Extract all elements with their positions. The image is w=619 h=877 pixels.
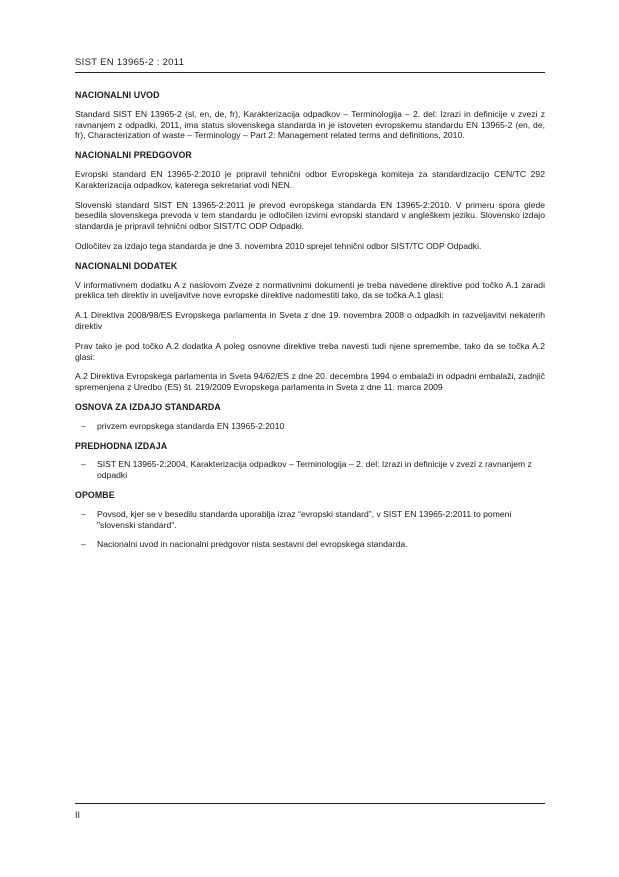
page-content <box>75 90 545 559</box>
footer-rule <box>75 803 545 804</box>
section-title: NACIONALNI UVOD <box>75 90 160 100</box>
list-item <box>75 459 545 481</box>
section-title: OPOMBE <box>75 489 115 500</box>
list-item <box>75 509 545 531</box>
list-item <box>75 421 545 432</box>
section-nacionalni-dodatek <box>75 261 545 393</box>
dash-bullet: – <box>81 420 86 431</box>
paragraph: A.1 Direktiva 2008/98/ES Evropskega parlamenta in Sveta z dne 19. novembra 2008 o odpadkih in razveljavitvi nekaterih direktiv <box>75 310 545 331</box>
paragraph: Prav tako je pod točko A.2 dodatka A poleg osnovne direktive treba navesti tudi njene spremembe, tako da se točka A.2 glasi: <box>75 340 545 362</box>
section-nacionalni-uvod <box>75 90 545 141</box>
list-item-text: Nacionalni uvod in nacionalni predgovor nista sestavni del evropskega standarda. <box>97 539 408 550</box>
dash-bullet: – <box>81 508 86 519</box>
dash-bullet: – <box>81 459 86 470</box>
header-rule <box>75 72 545 73</box>
section-title: OSNOVA ZA IZDAJO STANDARDA <box>75 401 221 412</box>
section-title: PREDHODNA IZDAJA <box>75 440 168 451</box>
paragraph: Slovenski standard SIST EN 13965-2:2011 je prevod evropskega standarda EN 13965-2:2010. V primeru spora glede besedila slovenskega prevoda v tem standardu je odločilen izvirni evropski standard v angleškem jeziku. Slovensko izdajo standarda je pripravil tehnični odbor SIST/TC ODP Odpadki. <box>75 199 545 232</box>
paragraph: A.2 Direktiva Evropskega parlamenta in Sveta 94/62/ES z dne 20. decembra 1994 o embalaži in odpadni embalaži, zadnjič spremenjena z Uredbo (ES) št. 219/2009 Evropskega parlamenta in Sveta z dne 11. marca 2009 <box>75 371 545 393</box>
section-opombe <box>75 490 545 550</box>
page-number: II <box>75 810 81 820</box>
list-item-text: privzem evropskega standarda EN 13965-2:2010 <box>97 420 285 431</box>
section-predhodna-izdaja <box>75 441 545 481</box>
document-id-header: SIST EN 13965-2 : 2011 <box>75 57 185 68</box>
dash-bullet: – <box>81 539 86 550</box>
paragraph: Evropski standard EN 13965-2:2010 je pripravil tehnični odbor Evropskega komiteja za standardizacijo CEN/TC 292 Karakterizacija odpadkov, katerega sekretariat vodi NEN. <box>75 168 545 190</box>
list-item <box>75 539 545 550</box>
list-item-text: SIST EN 13965-2:2004, Karakterizacija odpadkov – Terminologija – 2. del: Izrazi in definicije v zvezi z ravnanjem z odpadki <box>97 459 532 481</box>
paragraph: Odločitev za izdajo tega standarda je dne 3. novembra 2010 sprejel tehnični odbor SIST/TC ODP Odpadki. <box>75 240 482 251</box>
paragraph: V informativnem dodatku A z naslovom Zveze z normativnimi dokumenti je treba navedene direktive pod točko A.1 zaradi preklica teh direktiv in uveljavitve nove evropske direktive nadomestiti tako, da se točka A.1 glasi: <box>75 279 545 301</box>
section-nacionalni-predgovor <box>75 150 545 252</box>
list-item-text: Povsod, kjer se v besedilu standarda uporablja izraz “evropski standard”, v SIST EN 13965-2:2011 to pomeni "slovenski standard". <box>97 508 512 530</box>
section-title: NACIONALNI DODATEK <box>75 260 178 271</box>
section-title: NACIONALNI PREDGOVOR <box>75 150 192 161</box>
section-osnova-za-izdajo <box>75 402 545 432</box>
paragraph: Standard SIST EN 13965-2 (sl, en, de, fr), Karakterizacija odpadkov – Terminologija – 2. del: Izrazi in definicije v zvezi z ravnanjem z odpadki, 2011, ima status slovenskega standarda in je istoveten evropskemu standardu EN 13965-2 (en, de, fr), Characterization of waste – Terminology – Part 2: Management related terms and definitions, 2010. <box>75 108 545 141</box>
